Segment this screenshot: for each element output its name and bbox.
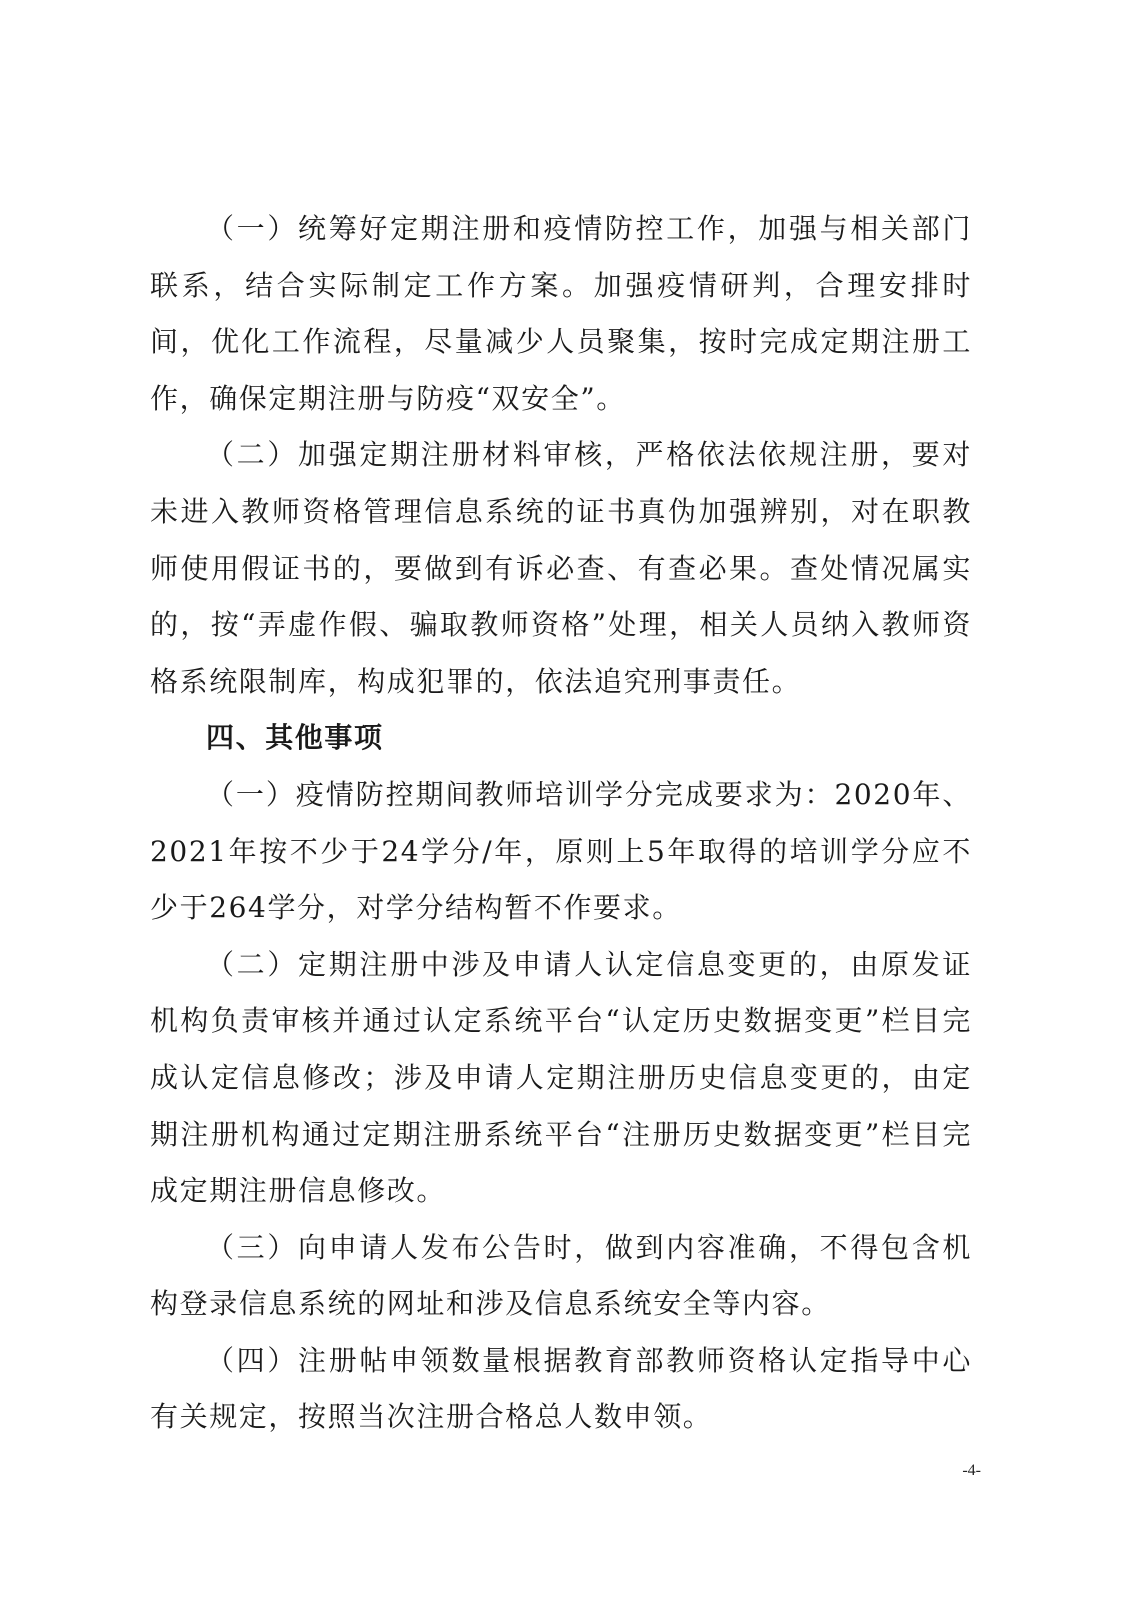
paragraph-3-2: （二）加强定期注册材料审核，严格依法依规注册，要对未进入教师资格管理信息系统的证书真伪加强辨别，对在职教师使用假证书的，要做到有诉必查、有查必果。查处情况属实的，按“弄虚作假、骗取教师资格”处理，相关人员纳入教师资格系统限制库，构成犯罪的，依法追究刑事责任。 xyxy=(150,438,972,698)
paragraph-4-2: （二）定期注册中涉及申请人认定信息变更的，由原发证机构负责审核并通过认定系统平台“认定历史数据变更”栏目完成认定信息修改；涉及申请人定期注册历史信息变更的，由定期注册机构通过定期注册系统平台“注册历史数据变更”栏目完成定期注册信息修改。 xyxy=(150,947,972,1208)
paragraph-4-4: （四）注册帖申领数量根据教育部教师资格认定指导中心有关规定，按照当次注册合格总人数申领。 xyxy=(150,1343,972,1434)
paragraph-3-1: （一）统筹好定期注册和疫情防控工作，加强与相关部门联系，结合实际制定工作方案。加强疫情研判，合理安排时间，优化工作流程，尽量减少人员聚集，按时完成定期注册工作，确保定期注册与防疫“双安全”。 xyxy=(150,212,972,415)
section-heading-other-matters: 四、其他事项 xyxy=(206,721,384,755)
paragraph-4-3: （三）向申请人发布公告时，做到内容准确，不得包含机构登录信息系统的网址和涉及信息系统安全等内容。 xyxy=(150,1230,972,1321)
document-body xyxy=(150,201,972,1446)
page-number: -4- xyxy=(962,1462,981,1479)
paragraph-4-1: （一）疫情防控期间教师培训学分完成要求为：2020年、2021年按不少于24学分/年，原则上5年取得的培训学分应不少于264学分，对学分结构暂不作要求。 xyxy=(150,777,972,925)
